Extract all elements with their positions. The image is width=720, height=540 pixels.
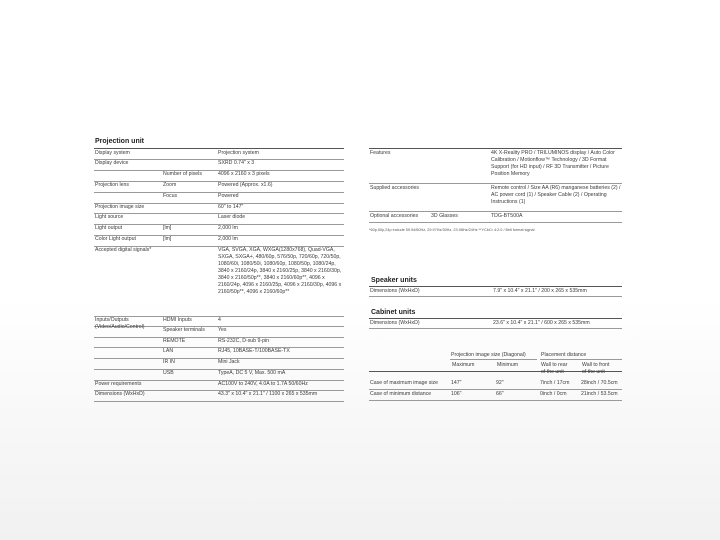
spec-value: RJ45, 10BASE-T/100BASE-TX: [218, 348, 290, 354]
group-placement-distance: Placement distance: [540, 352, 622, 360]
spec-label: Power requirements: [95, 381, 142, 387]
spec-label: [94, 326, 162, 337]
feature-value: 4K X-Reality PRO / TRILUMINOS display / Auto Color Calibration / Motionflow™ Technology / 3D Format Support (for HD input) / RF 3D Transmitter / Picture Position Memory: [491, 150, 615, 177]
spec-value: Yes: [218, 327, 227, 333]
col-minimum: Minimum: [497, 362, 519, 368]
projection-unit-title: Projection unit: [95, 138, 144, 145]
speaker-units-title: Speaker units: [371, 277, 417, 284]
speaker-dimensions-value: 7.9" x 10.4" x 21.1" / 200 x 265 x 535mm: [493, 288, 587, 294]
spec-label: Accepted digital signals*: [95, 247, 152, 253]
spec-sublabel: [162, 213, 217, 224]
image-min: 92": [496, 380, 504, 386]
spec-row: [94, 246, 344, 317]
spec-value: TypeA, DC 5 V, Max. 500 mA: [218, 370, 286, 376]
spec-sublabel: [162, 203, 217, 213]
spec-label: Display device: [95, 160, 129, 166]
spec-label: Light source: [95, 214, 124, 220]
spec-sublabel: Number of pixels: [163, 171, 202, 177]
spec-value: Powered: [218, 193, 239, 199]
col-wall-front: Wall to front of the unit: [582, 362, 610, 375]
spec-value: VGA, SVGA, XGA, WXGA(1280x768), Quad-VGA, SXGA, SXGA+, 480/60p, 576/50p, 720/60p, 720/50p, 1080/60i, 1080/50i, 1080/60p, 1080/50p, 1080/24p, 3840 x 2160/24p, 3840 x 2160/25p, 3840 x 2160/30p, 3840 x 2160/50p**, 3840 x 2160/60p**, 4096 x 2160/24p, 4096 x 2160/25p, 4096 x 2160/30p, 4096 x 2160/50p**, 4096 x 2160/60p**: [218, 247, 342, 295]
spec-sublabel: LAN: [163, 348, 174, 354]
case-label: Case of minimum distance: [370, 391, 432, 397]
spec-label: Light output: [95, 225, 123, 231]
cabinet-dimensions-row: [369, 319, 622, 329]
feature-sublabel: [430, 184, 490, 211]
spec-label: Color Light output: [95, 236, 136, 242]
cabinet-dimensions-value: 23.6" x 10.4" x 21.1" / 600 x 265 x 535mm: [493, 320, 590, 326]
feature-label: Features: [370, 150, 391, 156]
spec-value: AC100V to 240V, 4.0A to 1.7A 50/60Hz: [218, 381, 308, 387]
spec-value: 60" to 147": [218, 204, 244, 210]
spec-sublabel: Focus: [163, 193, 178, 199]
spec-value: Mini Jack: [218, 359, 240, 365]
spec-label: [94, 170, 162, 181]
group-image-size: Projection image size (Diagonal): [450, 352, 537, 360]
feature-row: [369, 212, 622, 223]
spec-sublabel: [lm]: [163, 236, 172, 242]
wall-front: 21inch / 53.5cm: [581, 391, 618, 397]
footnote: *60p,50p,24p include 59.94/60Hz, 29.97Hz/30Hz, 23.98Hz/24Hz **YCbCr 4:2:0 / 8bit format signal: [369, 228, 535, 232]
spec-sublabel: IR IN: [163, 359, 175, 365]
case-label: Case of maximum image size: [370, 380, 439, 386]
cabinet-units-title: Cabinet units: [371, 309, 416, 316]
wall-rear: 0inch / 0cm: [540, 391, 567, 397]
spec-sublabel: [162, 390, 217, 401]
spec-sublabel: [lm]: [163, 225, 172, 231]
spec-value: 2,000 lm: [218, 225, 238, 231]
feature-value: TDG-BT500A: [491, 213, 523, 219]
spec-sublabel: REMOTE: [163, 338, 186, 344]
spec-value: Projection system: [218, 150, 259, 156]
spec-sublabel: [162, 246, 217, 316]
spec-sublabel: [162, 159, 217, 170]
feature-row: [369, 184, 622, 212]
spec-label: Dimensions (WxHxD): [95, 391, 145, 397]
col-maximum: Maximum: [452, 362, 475, 368]
spec-label: [94, 347, 162, 358]
spec-sublabel: Zoom: [163, 182, 177, 188]
spec-value: Laser diode: [218, 214, 246, 220]
wall-front: 28inch / 70.5cm: [581, 380, 618, 386]
wall-rear: 7inch / 17cm: [540, 380, 570, 386]
spec-value: SXRD 0.74" x 3: [218, 160, 255, 166]
spec-sublabel: [162, 149, 217, 159]
spec-value: 43.3" x 10.4" x 21.1" / 1100 x 265 x 535mm: [218, 391, 318, 397]
speaker-dimensions-row: [369, 287, 622, 297]
spec-value: 4096 x 2160 x 3 pixels: [218, 171, 270, 177]
spec-label: [94, 192, 162, 203]
spec-sublabel: Speaker terminals: [163, 327, 205, 333]
image-max: 147": [451, 380, 462, 386]
distance-row: [369, 390, 622, 401]
feature-sublabel: 3D Glasses: [431, 213, 458, 219]
spec-label: Inputs/Outputs (Video/Audio/Control): [95, 317, 145, 330]
speaker-dimensions-label: Dimensions (WxHxD): [370, 288, 420, 294]
spec-label: Projection image size: [95, 204, 145, 210]
spec-sublabel: USB: [163, 370, 174, 376]
spec-value: 2,000 lm: [218, 236, 238, 242]
spec-value: Powered (Approx. x1.6): [218, 182, 273, 188]
spec-value: RS-232C, D-sub 9-pin: [218, 338, 270, 344]
feature-value: Remote control / Size AA (R6) manganese batteries (2) / AC power cord (1) / Speaker Cable (2) / Operating Instructions (1): [491, 185, 621, 205]
spec-label: Display system: [95, 150, 130, 156]
cabinet-dimensions-label: Dimensions (WxHxD): [370, 320, 420, 326]
distance-row: [369, 379, 622, 390]
spec-row: [94, 390, 344, 402]
spec-label: Projection lens: [95, 182, 130, 188]
spec-label: [94, 337, 162, 347]
feature-row: [369, 149, 622, 184]
spec-label: [94, 369, 162, 380]
feature-label: Supplied accessories: [370, 185, 420, 191]
spec-value: 4: [218, 317, 221, 323]
col-wall-rear: Wall to rear of the unit: [541, 362, 568, 375]
feature-sublabel: [430, 149, 490, 183]
feature-label: Optional accessories: [370, 213, 419, 219]
image-min: 66": [496, 391, 504, 397]
image-max: 106": [451, 391, 462, 397]
spec-label: [94, 358, 162, 369]
spec-sublabel: [162, 380, 217, 390]
spec-sublabel: HDMI Inputs: [163, 317, 192, 323]
